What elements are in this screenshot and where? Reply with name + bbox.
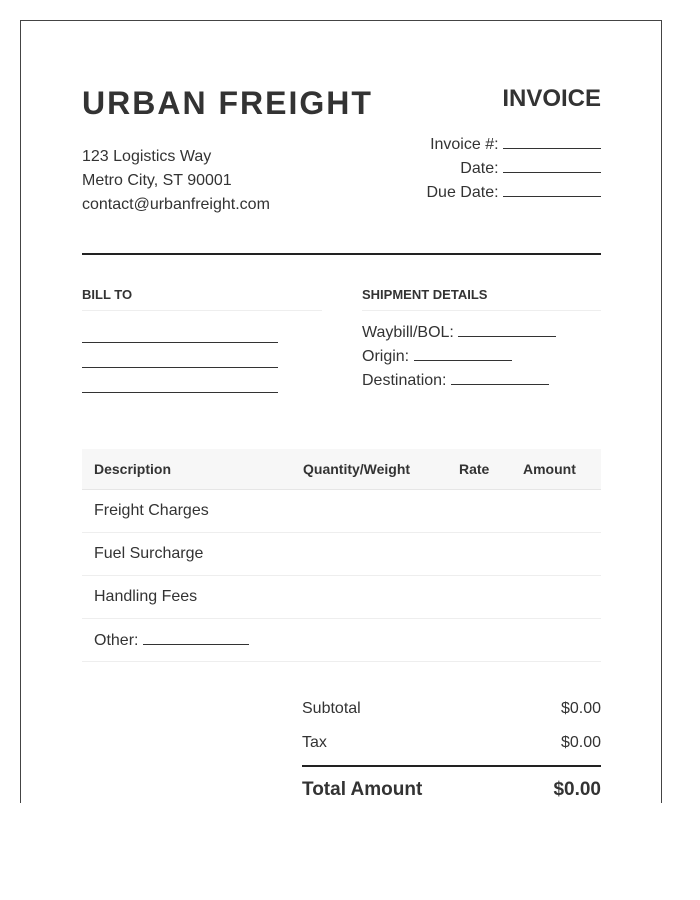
total-label: Total Amount [302,779,423,800]
tax-value: $0.00 [560,734,601,751]
invoice-number-row [427,133,602,157]
row-amount-cell[interactable] [511,490,601,533]
table-row [82,490,601,533]
row-quantity-cell[interactable] [291,490,447,533]
row-rate-cell[interactable] [447,533,511,576]
invoice-date-label: Date: [460,160,499,177]
shipment-details [362,321,556,393]
invoice-meta [427,133,602,205]
destination-field[interactable] [451,370,549,385]
company-email: contact@urbanfreight.com [82,196,270,213]
col-header-description: Description [82,449,291,490]
bill-to-line-1[interactable] [82,321,278,343]
row-amount-cell[interactable] [511,619,601,662]
invoice-number-label: Invoice #: [430,136,499,153]
table-row [82,533,601,576]
bill-to-line-3[interactable] [82,371,278,393]
address-line-1: 123 Logistics Way [82,148,212,165]
waybill-field[interactable] [458,322,556,337]
other-field[interactable] [143,630,249,645]
row-description: Freight Charges [82,490,291,533]
invoice-date-row [427,157,602,181]
waybill-row [362,321,556,345]
row-quantity-cell[interactable] [291,576,447,619]
bill-to-heading: BILL TO [82,287,322,311]
invoice-number-field[interactable] [503,134,601,149]
row-quantity-cell[interactable] [291,619,447,662]
invoice-date-field[interactable] [503,158,601,173]
subtotal-row [302,697,601,731]
subtotal-value: $0.00 [560,700,601,717]
due-date-row [427,181,602,205]
due-date-label: Due Date: [426,184,499,201]
invoice-title: INVOICE [502,85,601,112]
row-amount-cell[interactable] [511,533,601,576]
tax-label: Tax [302,734,327,751]
col-header-rate: Rate [447,449,511,490]
row-rate-cell[interactable] [447,576,511,619]
origin-row [362,345,556,369]
destination-row [362,369,556,393]
bill-to-line-2[interactable] [82,346,278,368]
row-quantity-cell[interactable] [291,533,447,576]
shipment-details-heading: SHIPMENT DETAILS [362,287,601,311]
destination-label: Destination: [362,372,447,389]
header-divider [82,253,601,255]
col-header-quantity-weight: Quantity/Weight [291,449,447,490]
row-description: Handling Fees [82,576,291,619]
table-header-row [82,449,601,490]
row-description-other [82,619,291,662]
col-header-amount: Amount [511,449,601,490]
row-description: Fuel Surcharge [82,533,291,576]
total-row [302,767,601,801]
origin-label: Origin: [362,348,410,365]
totals-section [302,697,601,801]
invoice-page [20,20,662,803]
table-row [82,619,601,662]
company-address [82,145,270,217]
origin-field[interactable] [414,346,512,361]
subtotal-label: Subtotal [302,700,361,717]
due-date-field[interactable] [503,182,601,197]
line-items-table [82,449,601,662]
bill-to-lines [82,321,278,396]
total-value: $0.00 [553,779,601,800]
tax-row [302,731,601,765]
table-row [82,576,601,619]
row-amount-cell[interactable] [511,576,601,619]
row-rate-cell[interactable] [447,490,511,533]
row-rate-cell[interactable] [447,619,511,662]
company-name: URBAN FREIGHT [82,85,373,121]
address-line-2: Metro City, ST 90001 [82,172,232,189]
other-label: Other: [94,632,139,649]
waybill-label: Waybill/BOL: [362,324,454,341]
